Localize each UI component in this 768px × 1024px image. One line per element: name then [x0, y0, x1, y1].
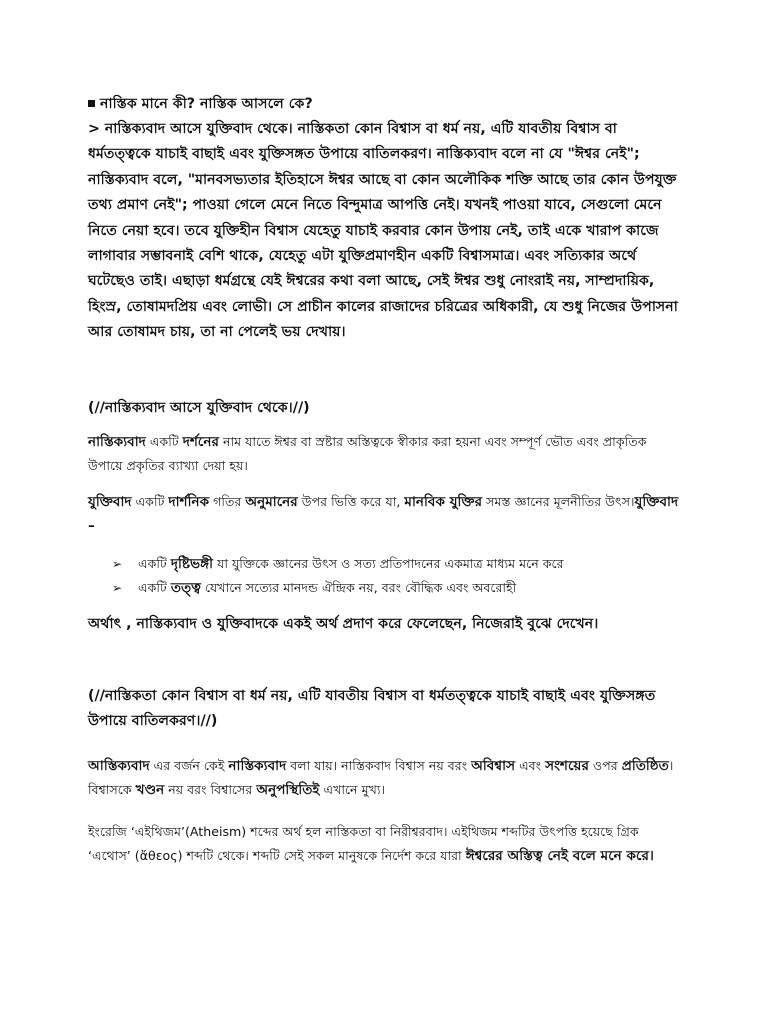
section1-conclusion: অর্থাৎ , নাস্তিক্যবাদ ও যুক্তিবাদকে একই অর্থ প্রদাণ করে ফেলেছেন, নিজেরাই বুঝে দেখেন। — [88, 616, 599, 632]
term-inference: অনুমানের — [245, 494, 298, 510]
term-rationalism-dash: যুক্তিবাদ – — [88, 494, 679, 534]
r-text-e: উপর ভিত্তি করে যা, — [297, 494, 405, 509]
p1-text-h: ওপর — [588, 758, 622, 773]
p1-text-j: । বিশ্বাসকে — [88, 758, 674, 797]
p1-text-n: এখানে মুখ্য। — [319, 782, 385, 797]
def-text-a: একটি — [145, 434, 183, 449]
atheism-definition — [88, 430, 680, 478]
list-term: তত্ত্ব — [170, 580, 201, 596]
section2-quote: (//নাস্তিকতা কোন বিশ্বাস বা ধর্ম নয়, এটি যাবতীয় বিশ্বাস বা ধর্মতত্ত্বকে যাচাই বাছাই এবং যুক্তিসঙ্গত উপায়ে বাতিলকরণ।//) — [88, 688, 656, 730]
atheism-etymology-paragraph — [88, 820, 680, 868]
r-text-a: একটি — [131, 494, 169, 509]
def-text-c: নাম যাতে ঈশ্বর বা স্রষ্টার অস্তিত্বকে স্বীকার করা হয়না এবং সম্পূর্ণ ভৌত এবং প্রাকৃতিক উপায়ে প্রকৃতির ব্যাখ্যা দেয়া হয়। — [88, 434, 647, 473]
intro-question: নাস্তিক মানে কী? নাস্তিক আসলে কে? — [100, 96, 313, 112]
term-atheism-2: নাস্তিক্যবাদ — [228, 758, 287, 774]
arrow-bullet-icon: ➢ — [112, 557, 123, 571]
term-no-god: ঈশ্বরের অস্তিত্ব নেই বলে মনে করে। — [465, 848, 654, 864]
term-established: প্রতিষ্ঠিত — [621, 758, 669, 774]
theism-rejection-paragraph — [88, 754, 680, 802]
term-philosophical: দার্শনিক — [168, 494, 210, 510]
list-item — [112, 576, 682, 600]
term-skepticism: সংশয়ের — [545, 758, 589, 774]
term-philosophy: দর্শনের — [182, 434, 219, 450]
r-text-g: সমস্ত জ্ঞানের মূলনীতির উৎস। — [482, 494, 635, 509]
list-item — [112, 552, 682, 576]
term-human-reason: মানবিক যুক্তির — [404, 494, 483, 510]
term-rationalism: যুক্তিবাদ — [88, 494, 132, 510]
p2-text-a: ইংরেজি ‘এইথিজম’(Atheism) শব্দের অর্থ হল নাস্তিকতা বা নিরীশ্বরবাদ। এইথিজম শব্দটির উৎপত্তি হয়েছে গ্রিক ‘এথোস’ (ἄθεος) শব্দটি থেকে। শব্দটি সেই সকল মানুষকে নির্দেশ করে যারা — [88, 824, 639, 863]
list-term: দৃষ্টিভঙ্গী — [170, 556, 214, 572]
list-text-c: যা যুক্তিকে জ্ঞানের উৎস ও সত্য প্রতিপাদনের একমাত্র মাধ্যম মনে করে — [213, 556, 564, 571]
p1-text-f: এবং — [515, 758, 546, 773]
intro-paragraph: > নাস্তিক্যবাদ আসে যুক্তিবাদ থেকে। নাস্তিকতা কোন বিশ্বাস বা ধর্ম নয়, এটি যাবতীয় বিশ্বাস বা ধর্মতত্ত্বকে যাচাই বাছাই এবং যুক্তিসঙ্গত উপায়ে বাতিলকরণ। নাস্তিক্যবাদ বলে না যে "ঈশ্বর নেই"; নাস্তিক্যবাদ বলে, "মানবসভ্যতার ইতিহাসে ঈশ্বর আছে বা কোন অলৌকিক শক্তি আছে তার কোন উপযুক্ত তথ্য প্রমাণ নেই"; পাওয়া গেলে মেনে নিতে বিন্দুমাত্র আপত্তি নেই। যখনই পাওয়া যাবে, সেগুলো মেনে নিতে নেয়া হবে। তবে যুক্তিহীন বিশ্বাস যেহেতু যাচাই করবার কোন উপায় নেই, তাই একে খারাপ কাজে লাগাবার সম্ভাবনাই বেশি থাকে, যেহেতু এটা যুক্তিপ্রমাণহীন একটি বিশ্বাসমাত্র। এবং সত্যিকার অর্থে ঘটেছেও তাই। এছাড়া ধর্মগ্রন্থে যেই ঈশ্বরের কথা বলা আছে, সেই ঈশ্বর শুধু নোংরাই নয়, সাম্প্রদায়িক, হিংস্র, তোষামদপ্রিয় এবং লোভী। সে প্রাচীন কালের রাজাদের চরিত্রের অধিকারী, যে শুধু নিজের উপাসনা আর তোষামদ চায়, তা না পেলেই ভয় দেখায়। — [88, 121, 678, 341]
list-text-c: যেখানে সত্যের মানদন্ড ঐন্দ্রিক নয়, বরং বৌদ্ধিক এবং অবরোহী — [200, 580, 517, 595]
p1-text-b: এর বর্জন কেই — [149, 758, 229, 773]
list-text-a: একটি — [138, 580, 171, 595]
term-refutation: খণ্ডন — [135, 782, 165, 798]
term-absence: অনুপস্থিতিই — [256, 782, 320, 798]
term-theism: আস্তিক্যবাদ — [88, 758, 150, 774]
r-text-c: গতির — [209, 494, 246, 509]
intro-heading — [88, 92, 680, 117]
section1-quote: (//নাস্তিক্যবাদ আসে যুক্তিবাদ থেকে।//) — [88, 400, 310, 416]
p1-text-d: বলা যায়। নাস্তিকবাদ বিশ্বাস নয় বরং — [286, 758, 472, 773]
list-text-a: একটি — [138, 556, 171, 571]
arrow-bullet-icon: ➢ — [112, 581, 123, 595]
square-bullet-icon — [88, 100, 95, 107]
rationalism-definition — [88, 490, 680, 538]
term-atheism: নাস্তিক্যবাদ — [88, 434, 146, 450]
term-disbelief: অবিশ্বাস — [471, 758, 516, 774]
p1-text-l: নয় বরং বিশ্বাসের — [164, 782, 257, 797]
rationalism-list — [112, 552, 682, 600]
